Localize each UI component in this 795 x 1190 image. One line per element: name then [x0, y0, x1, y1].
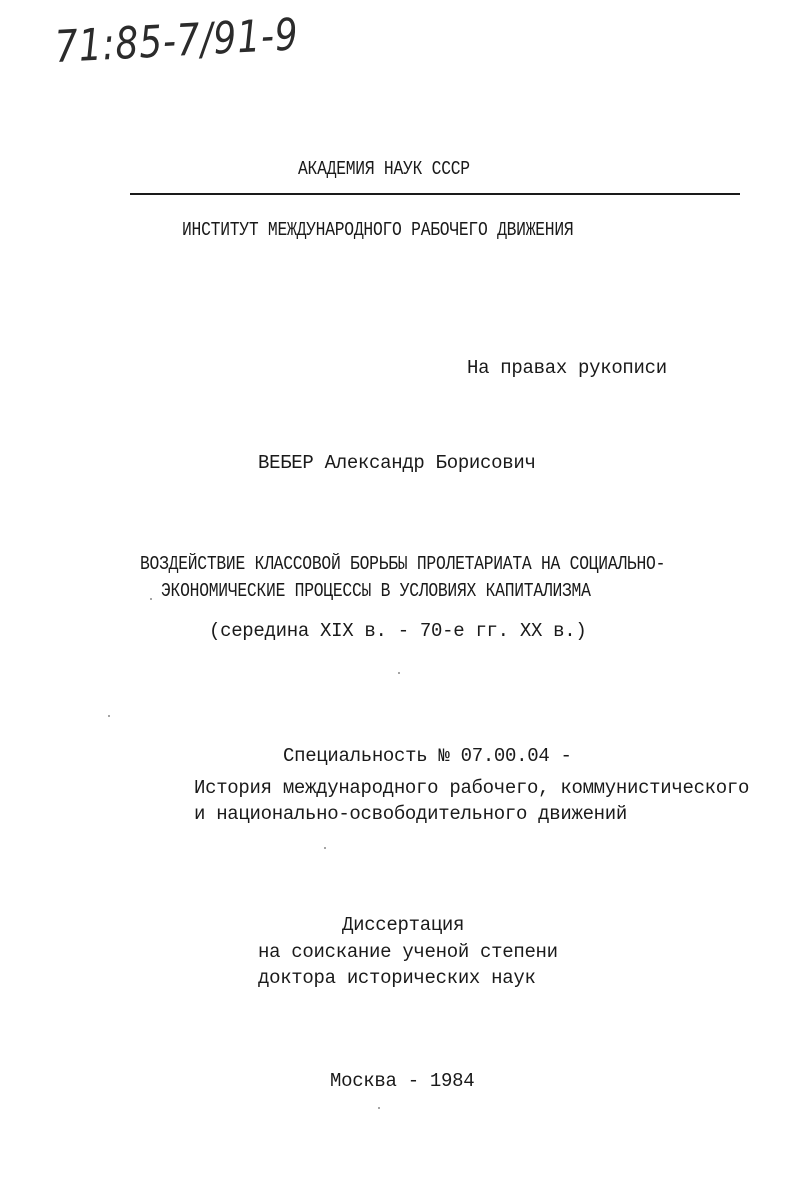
scan-speck [398, 672, 400, 674]
dissertation-line-2: на соискание ученой степени [258, 941, 558, 963]
dissertation-line-1: Диссертация [342, 914, 465, 936]
scan-speck [378, 1107, 380, 1109]
title-period: (середина XIX в. - 70-е гг. XX в.) [209, 620, 587, 642]
author-name: ВЕБЕР Александр Борисович [258, 452, 536, 474]
title-line-2: ЭКОНОМИЧЕСКИЕ ПРОЦЕССЫ В УСЛОВИЯХ КАПИТАЛИЗМА [161, 580, 591, 602]
institute-heading: ИНСТИТУТ МЕЖДУНАРОДНОГО РАБОЧЕГО ДВИЖЕНИЯ [182, 219, 574, 241]
dissertation-line-3: доктора исторических наук [258, 967, 536, 989]
scan-speck [108, 715, 110, 717]
academy-heading: АКАДЕМИЯ НАУК СССР [298, 158, 470, 180]
scan-speck [150, 598, 152, 600]
archive-code-handwritten: 71:85-7/91-9 [53, 9, 300, 73]
specialty-line-1: История международного рабочего, коммунистического [194, 777, 750, 799]
title-line-1: ВОЗДЕЙСТВИЕ КЛАССОВОЙ БОРЬБЫ ПРОЛЕТАРИАТА НА СОЦИАЛЬНО- [140, 553, 666, 575]
manuscript-rights: На правах рукописи [467, 357, 667, 379]
specialty-label: Специальность № 07.00.04 - [283, 745, 572, 767]
scan-speck [324, 847, 326, 849]
place-year: Москва - 1984 [330, 1070, 475, 1092]
specialty-line-2: и национально-освободительного движений [194, 803, 627, 825]
header-divider [130, 193, 740, 195]
